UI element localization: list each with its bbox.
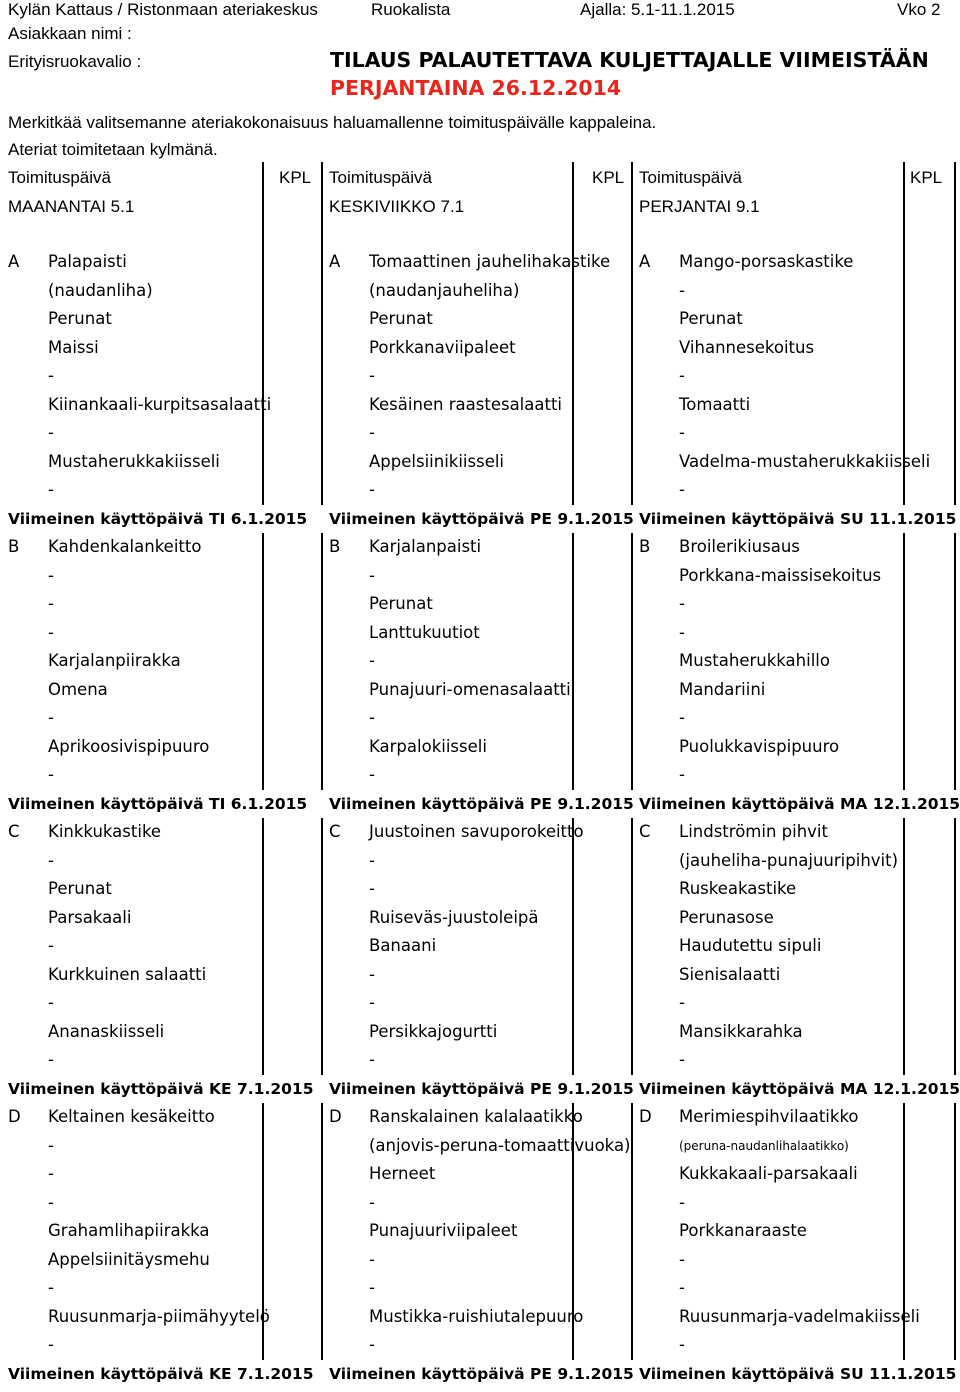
column-divider <box>954 162 956 248</box>
menu-item-row <box>321 733 621 762</box>
menu-item: - <box>369 1192 375 1212</box>
menu-label: Ruokalista <box>371 0 451 19</box>
menu-item-row <box>631 590 931 619</box>
menu-item-row <box>321 590 621 619</box>
menu-item-row <box>631 1303 931 1332</box>
menu-item: - <box>48 1335 54 1354</box>
menu-item: - <box>48 622 54 642</box>
meal-letter: C <box>329 822 341 841</box>
menu-item-row <box>0 818 300 847</box>
menu-item-row <box>321 961 621 990</box>
menu-item: - <box>679 1192 685 1212</box>
menu-item: (naudanjauheliha) <box>369 280 520 300</box>
menu-item-row <box>0 989 300 1018</box>
menu-item-row <box>0 932 300 961</box>
menu-item: - <box>48 993 54 1012</box>
menu-item-row <box>631 562 931 591</box>
menu-item: Ruusunmarja-vadelmakiisseli <box>679 1306 920 1326</box>
menu-item: Mango-porsaskastike <box>679 252 854 271</box>
menu-item-row <box>631 961 931 990</box>
menu-item-row <box>0 448 300 477</box>
menu-item-row <box>0 904 300 933</box>
menu-item-row <box>0 847 300 876</box>
menu-item: Sienisalaatti <box>679 964 781 984</box>
best-before-date: Viimeinen käyttöpäivä SU 11.1.2015 <box>639 1364 957 1383</box>
menu-item-row <box>0 305 300 334</box>
delivery-day-label: Toimituspäivä <box>8 168 111 187</box>
menu-item: Kurkkuinen salaatti <box>48 964 207 984</box>
delivery-day-name: PERJANTAI 9.1 <box>639 197 760 216</box>
menu-item-row <box>0 676 300 705</box>
menu-grid <box>0 162 960 1388</box>
menu-item-row <box>631 1217 931 1246</box>
menu-item-row <box>631 277 931 306</box>
menu-item-row <box>321 1303 621 1332</box>
meal-option <box>0 818 314 1103</box>
menu-item: - <box>48 594 54 613</box>
menu-item-row <box>321 676 621 705</box>
menu-item: - <box>48 708 54 727</box>
best-before-date: Viimeinen käyttöpäivä PE 9.1.2015 <box>329 794 634 813</box>
menu-item: Karpalokiisseli <box>369 736 487 756</box>
menu-item: Lindströmin pihvit <box>679 822 828 841</box>
menu-item-row <box>631 448 931 477</box>
menu-item: Mustaherukkahillo <box>679 651 830 670</box>
customer-name-label: Asiakkaan nimi : <box>8 24 132 43</box>
menu-item: - <box>48 1192 54 1212</box>
menu-item: Ranskalainen kalalaatikko <box>369 1107 583 1126</box>
menu-item-row <box>631 391 931 420</box>
menu-item: Kinkkukastike <box>48 822 162 841</box>
best-before-date: Viimeinen käyttöpäivä PE 9.1.2015 <box>329 509 634 528</box>
menu-item: - <box>679 1278 685 1297</box>
menu-item: - <box>369 1050 375 1069</box>
menu-item: - <box>369 423 375 442</box>
column-divider <box>954 533 956 790</box>
best-before-date: Viimeinen käyttöpäivä MA 12.1.2015 <box>639 794 960 813</box>
menu-item: Puolukkavispipuuro <box>679 736 840 756</box>
meal-option <box>631 533 960 818</box>
menu-item-row <box>321 448 621 477</box>
menu-item-row <box>0 1217 300 1246</box>
menu-item: - <box>679 594 685 613</box>
menu-item: Perunat <box>679 309 743 328</box>
delivery-day-header <box>0 162 960 248</box>
menu-item-row <box>321 619 621 648</box>
menu-item: - <box>369 480 375 499</box>
menu-item-row <box>0 761 300 790</box>
menu-item: - <box>48 765 54 784</box>
menu-item-row <box>631 419 931 448</box>
menu-item-row <box>321 1046 621 1075</box>
menu-item: - <box>369 708 375 727</box>
meal-letter: A <box>8 252 20 271</box>
menu-item-row <box>631 362 931 391</box>
delivery-day-label: Toimituspäivä <box>329 168 432 187</box>
best-before-date: Viimeinen käyttöpäivä MA 12.1.2015 <box>639 1079 960 1098</box>
menu-item: (jauheliha-punajuuripihvit) <box>679 850 899 870</box>
column-divider <box>954 1103 956 1360</box>
menu-item: Porkkana-maissisekoitus <box>679 565 882 585</box>
menu-item: Perunat <box>369 594 433 613</box>
menu-item: Mandariini <box>679 679 766 699</box>
menu-item: Parsakaali <box>48 907 132 927</box>
menu-item-row <box>321 761 621 790</box>
meal-letter: B <box>329 537 341 556</box>
menu-item: - <box>48 850 54 870</box>
meal-letter: D <box>329 1107 342 1126</box>
menu-item: - <box>369 964 375 984</box>
menu-item-row <box>0 590 300 619</box>
meal-letter: D <box>639 1107 652 1126</box>
menu-item: - <box>679 708 685 727</box>
menu-item: Broilerikiusaus <box>679 537 800 556</box>
menu-item: - <box>48 1050 54 1069</box>
menu-item: Juustoinen savuporokeitto <box>369 822 584 841</box>
menu-item-row <box>321 419 621 448</box>
meal-option <box>631 1103 957 1388</box>
menu-item-row <box>0 704 300 733</box>
menu-item: Merimiespihvilaatikko <box>679 1107 859 1126</box>
meal-option <box>0 248 308 533</box>
menu-item-row <box>0 277 300 306</box>
best-before-date: Viimeinen käyttöpäivä TI 6.1.2015 <box>8 509 308 528</box>
menu-item-row <box>321 1018 621 1047</box>
menu-item: Haudutettu sipuli <box>679 936 822 955</box>
menu-item-row <box>321 362 621 391</box>
menu-item: Lanttukuutiot <box>369 622 480 642</box>
period-label: Ajalla: 5.1-11.1.2015 <box>580 0 735 19</box>
menu-item-row <box>321 334 621 363</box>
menu-item: - <box>679 1050 685 1069</box>
menu-item: - <box>369 993 375 1012</box>
menu-item-row <box>321 1103 621 1132</box>
menu-item-row <box>321 932 621 961</box>
meal-option <box>321 818 634 1103</box>
delivery-day-name: KESKIVIIKKO 7.1 <box>329 197 465 216</box>
menu-item-row <box>631 305 931 334</box>
column-divider <box>262 162 264 248</box>
menu-item: - <box>48 423 54 442</box>
menu-item-row <box>321 391 621 420</box>
best-before-date: Viimeinen käyttöpäivä TI 6.1.2015 <box>8 794 308 813</box>
menu-item-row <box>0 1132 300 1161</box>
menu-item: Persikkajogurtti <box>369 1021 498 1041</box>
best-before-date: Viimeinen käyttöpäivä KE 7.1.2015 <box>8 1364 314 1383</box>
menu-item-row <box>631 875 931 904</box>
menu-item-row <box>0 619 300 648</box>
menu-item: Mansikkarahka <box>679 1021 803 1041</box>
menu-item-row <box>321 476 621 505</box>
menu-item: Karjalanpaisti <box>369 537 482 556</box>
column-divider <box>631 162 633 248</box>
menu-item-row <box>321 248 621 277</box>
menu-item: Omena <box>48 679 108 699</box>
menu-item: Kukkakaali-parsakaali <box>679 1164 858 1183</box>
caterer-title: Kylän Kattaus / Ristonmaan ateriakeskus <box>8 0 318 19</box>
menu-item-row <box>321 533 621 562</box>
menu-item-row <box>0 733 300 762</box>
menu-item: Appelsiinikiisseli <box>369 451 505 471</box>
menu-item: Mustikka-ruishiutalepuuro <box>369 1306 584 1326</box>
menu-item: - <box>48 1135 54 1155</box>
menu-item-row <box>0 1303 300 1332</box>
menu-item-row <box>631 847 931 876</box>
menu-item-row <box>631 476 931 505</box>
menu-item-row <box>631 533 931 562</box>
menu-item-row <box>631 932 931 961</box>
meal-letter: C <box>8 822 20 841</box>
menu-item-row <box>631 1189 931 1218</box>
menu-item: - <box>679 993 685 1012</box>
menu-item-row <box>321 1331 621 1360</box>
best-before-date: Viimeinen käyttöpäivä KE 7.1.2015 <box>8 1079 314 1098</box>
menu-item: Punajuuriviipaleet <box>369 1221 518 1240</box>
menu-item: - <box>679 480 685 499</box>
menu-item: Perunat <box>369 309 433 328</box>
menu-item-row <box>321 989 621 1018</box>
menu-item: Kesäinen raastesalaatti <box>369 394 563 414</box>
menu-item-row <box>0 362 300 391</box>
menu-item: - <box>48 366 54 385</box>
menu-item: - <box>679 280 685 300</box>
menu-item-row <box>0 1018 300 1047</box>
menu-item-row <box>631 1246 931 1275</box>
menu-item-row <box>0 476 300 505</box>
menu-item: Ananaskiisseli <box>48 1021 165 1041</box>
menu-item: Vadelma-mustaherukkakiisseli <box>679 451 931 471</box>
week-label: Vko 2 <box>897 0 941 19</box>
menu-item-row <box>0 647 300 676</box>
meal-letter: A <box>329 252 341 271</box>
menu-item: Banaani <box>369 936 437 955</box>
column-divider <box>321 162 323 248</box>
menu-item: Grahamlihapiirakka <box>48 1221 210 1240</box>
menu-item: - <box>369 1249 375 1269</box>
menu-item-row <box>0 419 300 448</box>
menu-item-row <box>631 904 931 933</box>
meal-letter: C <box>639 822 651 841</box>
delivery-note: Ateriat toimitetaan kylmänä. <box>8 140 218 159</box>
menu-item: - <box>369 879 375 898</box>
menu-item: - <box>679 1335 685 1354</box>
menu-item-row <box>631 1160 931 1189</box>
menu-item: Perunat <box>48 309 112 328</box>
menu-item-row <box>631 1103 931 1132</box>
menu-item: Punajuuri-omenasalaatti <box>369 679 571 699</box>
menu-item: Porkkanaraaste <box>679 1221 807 1240</box>
menu-item-row <box>631 1046 931 1075</box>
meal-option <box>321 533 634 818</box>
menu-item-row <box>0 1246 300 1275</box>
menu-item-row <box>321 704 621 733</box>
special-diet-label: Erityisruokavalio : <box>8 52 142 71</box>
menu-item: Porkkanaviipaleet <box>369 337 516 357</box>
meal-option <box>321 1103 634 1388</box>
menu-item: Kahdenkalankeitto <box>48 537 202 556</box>
menu-item-row <box>0 1103 300 1132</box>
meal-letter: D <box>8 1107 21 1126</box>
menu-item-row <box>321 305 621 334</box>
menu-item-row <box>631 248 931 277</box>
menu-item-row <box>321 847 621 876</box>
best-before-date: Viimeinen käyttöpäivä SU 11.1.2015 <box>639 509 957 528</box>
menu-item-row <box>321 647 621 676</box>
menu-item: Tomaatti <box>679 394 751 414</box>
menu-item-row <box>631 619 931 648</box>
meal-section <box>0 248 960 533</box>
order-notice: TILAUS PALAUTETTAVA KULJETTAJALLE VIIMEISTÄÄN <box>330 48 929 72</box>
menu-item-row <box>321 1132 631 1161</box>
menu-item: Palapaisti <box>48 252 127 271</box>
menu-item-row <box>631 761 931 790</box>
menu-item-row <box>0 1274 300 1303</box>
menu-item-row <box>0 1331 300 1360</box>
menu-item: - <box>679 423 685 442</box>
menu-item-row <box>631 818 931 847</box>
column-divider <box>572 162 574 248</box>
column-divider <box>954 248 956 505</box>
instruction-text: Merkitkää valitsemanne ateriakokonaisuus haluamallenne toimituspäivälle kappaleina. <box>8 113 657 132</box>
menu-item-row <box>0 1160 300 1189</box>
meal-option <box>0 533 308 818</box>
menu-item-row <box>0 533 300 562</box>
quantity-header: KPL <box>592 168 625 187</box>
menu-item: - <box>369 1278 375 1297</box>
menu-item: Mustaherukkakiisseli <box>48 451 220 471</box>
meal-option <box>321 248 634 533</box>
meal-option <box>631 248 957 533</box>
menu-item: Tomaattinen jauhelihakastike <box>369 252 611 271</box>
meal-section <box>0 533 960 818</box>
menu-item: Ruusunmarja-piimähyytelö <box>48 1306 270 1326</box>
menu-item: - <box>48 936 54 955</box>
menu-item-row <box>321 562 621 591</box>
quantity-header: KPL <box>910 168 943 187</box>
menu-item-row <box>631 676 931 705</box>
menu-item: Herneet <box>369 1164 436 1183</box>
menu-item: - <box>679 1249 685 1269</box>
menu-item-row <box>631 989 931 1018</box>
meal-letter: B <box>639 537 651 556</box>
menu-item-row <box>631 1331 931 1360</box>
menu-item: - <box>679 366 685 385</box>
meal-section <box>0 818 960 1103</box>
menu-item: - <box>679 622 685 642</box>
menu-item-row <box>321 1189 621 1218</box>
menu-item-row <box>0 334 300 363</box>
menu-item: Ruskeakastike <box>679 879 797 898</box>
best-before-date: Viimeinen käyttöpäivä PE 9.1.2015 <box>329 1364 634 1383</box>
menu-item-row <box>631 647 931 676</box>
meal-section <box>0 1103 960 1388</box>
menu-item-row <box>321 818 621 847</box>
menu-item: - <box>369 565 375 585</box>
menu-item: - <box>369 366 375 385</box>
menu-item-row <box>0 1046 300 1075</box>
meal-letter: B <box>8 537 20 556</box>
menu-item-row <box>631 733 931 762</box>
menu-item-row <box>631 1274 931 1303</box>
menu-item-row <box>0 248 300 277</box>
menu-item: Karjalanpiirakka <box>48 651 181 670</box>
menu-item: - <box>369 651 375 670</box>
menu-item-row <box>0 875 300 904</box>
menu-item-row <box>321 1246 621 1275</box>
menu-item: (peruna-naudanlihalaatikko) <box>679 1138 849 1153</box>
menu-item: Vihannesekoitus <box>679 337 815 357</box>
menu-item: Aprikoosivispipuuro <box>48 736 210 756</box>
menu-item: - <box>48 1164 54 1183</box>
menu-item-row <box>321 1274 621 1303</box>
delivery-day-name: MAANANTAI 5.1 <box>8 197 135 216</box>
menu-item-row <box>321 875 621 904</box>
column-divider <box>954 818 956 1075</box>
order-deadline: PERJANTAINA 26.12.2014 <box>330 76 622 100</box>
menu-item: (anjovis-peruna-tomaattivuoka) <box>369 1135 631 1155</box>
menu-item-row <box>0 391 300 420</box>
menu-item: - <box>369 850 375 870</box>
menu-item-row <box>631 704 931 733</box>
menu-item-row <box>0 961 300 990</box>
menu-item-row <box>631 1132 931 1161</box>
menu-item-row <box>321 904 621 933</box>
menu-item-row <box>321 277 621 306</box>
menu-item: - <box>369 1335 375 1354</box>
menu-item-row <box>0 1189 300 1218</box>
menu-item: Perunat <box>48 879 112 898</box>
column-divider <box>903 162 905 248</box>
delivery-day-label: Toimituspäivä <box>639 168 742 187</box>
meal-letter: A <box>639 252 651 271</box>
meal-option <box>631 818 960 1103</box>
menu-item: Kiinankaali-kurpitsasalaatti <box>48 394 272 414</box>
menu-item: Ruiseväs-juustoleipä <box>369 907 539 927</box>
menu-item: - <box>679 765 685 784</box>
best-before-date: Viimeinen käyttöpäivä PE 9.1.2015 <box>329 1079 634 1098</box>
menu-item-row <box>321 1160 621 1189</box>
menu-item-row <box>631 1018 931 1047</box>
menu-item-row <box>0 562 300 591</box>
quantity-header: KPL <box>279 168 312 187</box>
meal-option <box>0 1103 314 1388</box>
menu-item: Perunasose <box>679 907 774 927</box>
menu-item-row <box>321 1217 621 1246</box>
menu-item: - <box>369 765 375 784</box>
menu-item: Keltainen kesäkeitto <box>48 1107 215 1126</box>
menu-item: - <box>48 565 54 585</box>
menu-item: Appelsiinitäysmehu <box>48 1249 210 1269</box>
menu-item-row <box>631 334 931 363</box>
menu-item: - <box>48 1278 54 1297</box>
menu-item: (naudanliha) <box>48 280 153 300</box>
menu-item: Maissi <box>48 337 99 357</box>
menu-item: - <box>48 480 54 499</box>
